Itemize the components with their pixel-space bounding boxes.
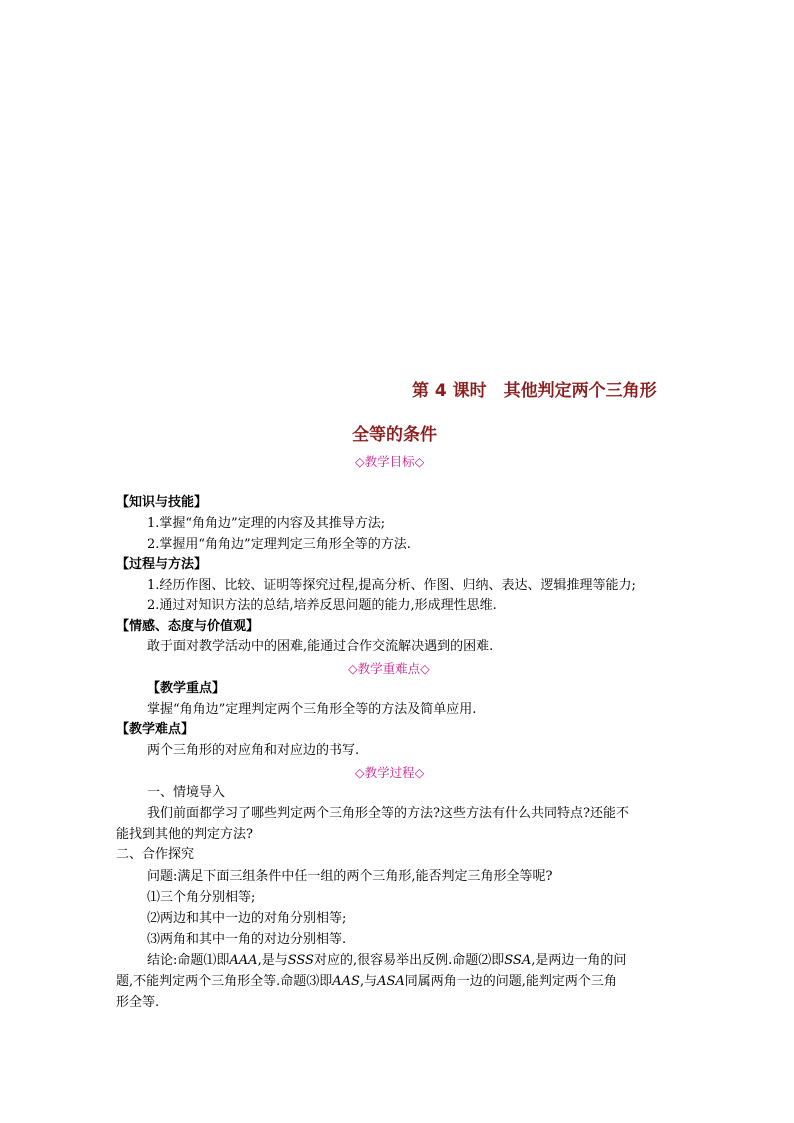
conclusion-text-f: ,与 bbox=[359, 974, 378, 989]
section-process: ◇教学过程◇ bbox=[355, 765, 425, 780]
process-method-item-1: 1.经历作图、比较、证明等探究过程,提高分析、作图、归纳、表达、逻辑推理等能力; bbox=[147, 578, 636, 593]
conclusion-line-2 bbox=[116, 973, 617, 991]
question-text: 问题:满足下面三组条件中任一组的两个三角形,能否判定三角形全等呢? bbox=[147, 869, 553, 884]
conclusion-text-g: 同属两角一边的问题,能判定两个三角 bbox=[404, 974, 617, 989]
conclusion-line-3: 形全等. bbox=[116, 995, 160, 1010]
difficulty-heading: 【教学难点】 bbox=[116, 722, 195, 737]
process-method-item-2: 2.通过对知识方法的总结,培养反思问题的能力,形成理性思维. bbox=[147, 598, 497, 613]
condition-1: ⑴三个角分别相等; bbox=[147, 890, 256, 905]
conclusion-aaa: AAA bbox=[229, 953, 258, 968]
emotion-item-1: 敢于面对教学活动中的困难,能通过合作交流解决遇到的困难. bbox=[147, 639, 494, 654]
knowledge-item-1: 1.掌握“角角边”定理的内容及其推导方法; bbox=[147, 516, 386, 531]
conclusion-ssa: SSA bbox=[504, 953, 532, 968]
focus-text: 掌握“角角边”定理判定两个三角形全等的方法及简单应用. bbox=[147, 702, 477, 717]
step-situation-intro: 一、情境导入 bbox=[147, 785, 226, 800]
condition-3: ⑶两角和其中一角的对边分别相等. bbox=[147, 932, 347, 947]
section-key-points: ◇教学重难点◇ bbox=[348, 661, 430, 676]
knowledge-heading: 【知识与技能】 bbox=[116, 495, 208, 510]
lesson-title-line-2: 全等的条件 bbox=[352, 425, 437, 445]
conclusion-text-c: 对应的,很容易举出反例.命题⑵即 bbox=[313, 953, 505, 968]
conclusion-aas: AAS bbox=[332, 974, 360, 989]
difficulty-text: 两个三角形的对应角和对应边的书写. bbox=[147, 743, 360, 758]
conclusion-asa: ASA bbox=[377, 974, 405, 989]
conclusion-text-b: ,是与 bbox=[257, 953, 288, 968]
intro-paragraph-line-2: 能找到其他的判定方法? bbox=[116, 827, 253, 842]
conclusion-sss: SSS bbox=[287, 953, 314, 968]
intro-paragraph-line-1: 我们前面都学习了哪些判定两个三角形全等的方法?这些方法有什么共同特点?还能不 bbox=[147, 806, 629, 821]
process-method-heading: 【过程与方法】 bbox=[116, 557, 208, 572]
conclusion-text-d: ,是两边一角的问 bbox=[531, 953, 627, 968]
conclusion-text-e: 题,不能判定两个三角形全等.命题⑶即 bbox=[116, 974, 333, 989]
knowledge-item-2: 2.掌握用“角角边”定理判定三角形全等的方法. bbox=[147, 537, 411, 552]
step-cooperative-inquiry: 二、合作探究 bbox=[116, 847, 195, 862]
lesson-title-line-1: 第 4 课时 其他判定两个三角形 bbox=[412, 381, 657, 401]
condition-2: ⑵两边和其中一边的对角分别相等; bbox=[147, 911, 347, 926]
conclusion-text-a: 结论:命题⑴即 bbox=[147, 953, 230, 968]
conclusion-line-1 bbox=[147, 952, 626, 970]
emotion-heading: 【情感、态度与价值观】 bbox=[116, 619, 260, 634]
section-objectives: ◇教学目标◇ bbox=[355, 454, 425, 469]
focus-heading: 【教学重点】 bbox=[147, 681, 226, 696]
